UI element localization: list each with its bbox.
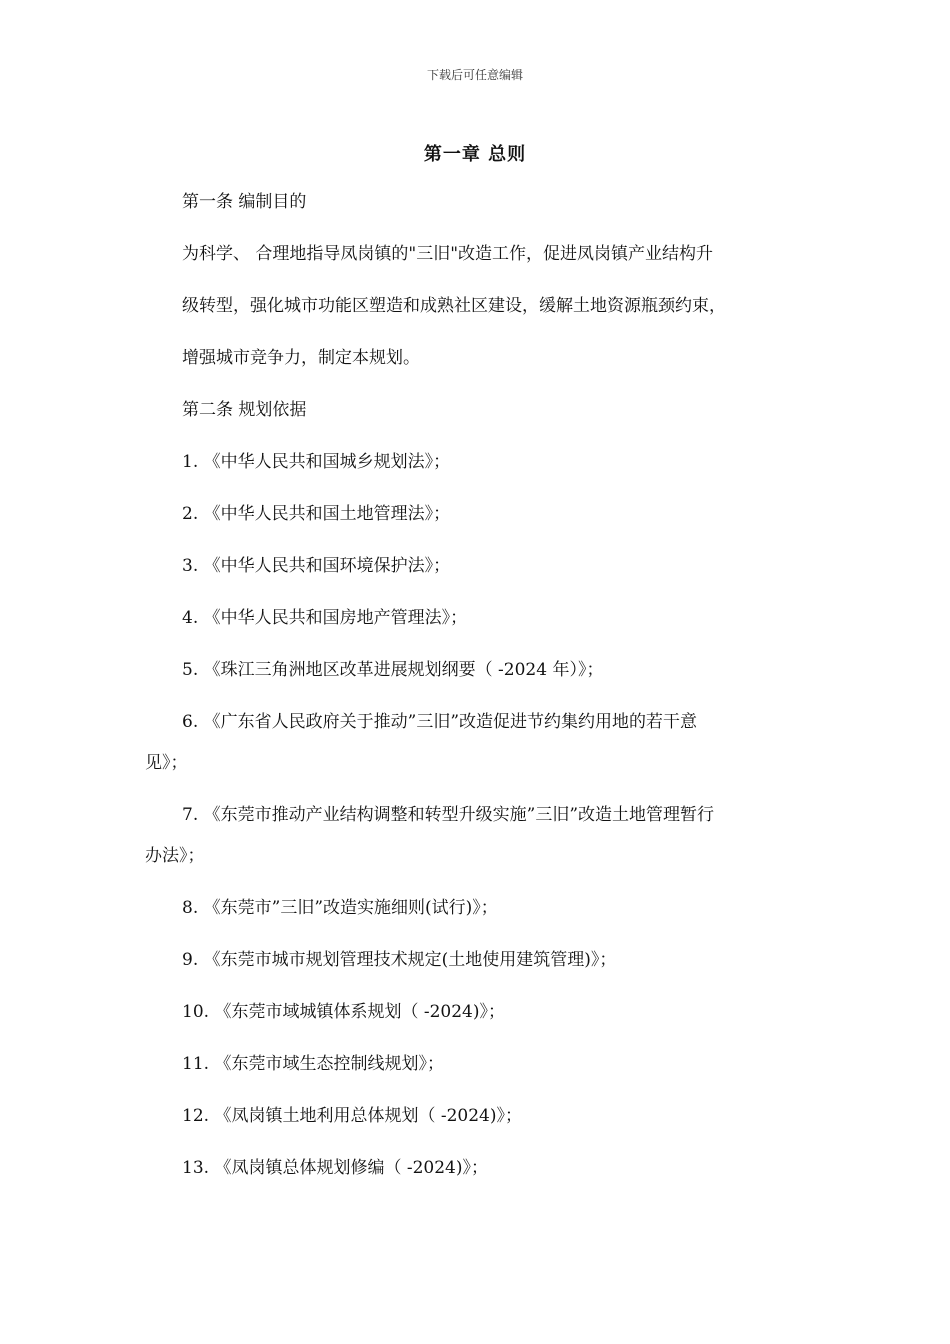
chapter-title: 第一章 总则 [423, 144, 527, 165]
article-1-heading: 第一条 编制目的 [182, 192, 307, 212]
basis-item-7: 7. 《东莞市推动产业结构调整和转型升级实施”三旧”改造土地管理暂行 [182, 805, 715, 825]
basis-item-10: 10. 《东莞市域城镇体系规划（ -2024)》； [182, 1002, 505, 1022]
article-2-heading: 第二条 规划依据 [182, 400, 307, 420]
article-1-line-1: 为科学、 合理地指导凤岗镇的"三旧"改造工作，促进凤岗镇产业结构升 [182, 244, 714, 264]
basis-item-7-continuation: 办法》； [145, 846, 205, 866]
basis-item-9: 9. 《东莞市城市规划管理技术规定(土地使用建筑管理)》； [182, 950, 617, 970]
basis-item-4: 4. 《中华人民共和国房地产管理法》； [182, 608, 468, 628]
page-header: 下载后可任意编辑 [426, 68, 523, 82]
basis-item-2: 2. 《中华人民共和国土地管理法》； [182, 504, 451, 524]
basis-item-1: 1. 《中华人民共和国城乡规划法》； [182, 452, 451, 472]
basis-item-13: 13. 《凤岗镇总体规划修编（ -2024)》； [182, 1158, 488, 1178]
basis-item-8: 8. 《东莞市”三旧”改造实施细则(试行)》； [182, 898, 498, 918]
basis-item-11: 11. 《东莞市域生态控制线规划》； [182, 1054, 444, 1074]
article-1-line-3: 增强城市竞争力，制定本规划。 [182, 348, 420, 368]
basis-item-6: 6. 《广东省人民政府关于推动”三旧”改造促进节约集约用地的若干意 [182, 712, 698, 732]
basis-item-5: 5. 《珠江三角洲地区改革进展规划纲要（ -2024 年）》； [182, 660, 604, 680]
basis-item-3: 3. 《中华人民共和国环境保护法》； [182, 556, 451, 576]
basis-item-12: 12. 《凤岗镇土地利用总体规划（ -2024)》； [182, 1106, 522, 1126]
basis-item-6-continuation: 见》； [145, 753, 188, 773]
article-1-line-2: 级转型，强化城市功能区塑造和成熟社区建设，缓解土地资源瓶颈约束， [182, 296, 726, 316]
